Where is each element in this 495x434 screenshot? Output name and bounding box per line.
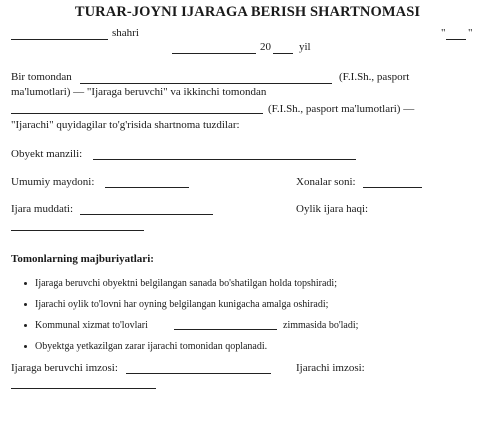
landlord-signature-label: Ijaraga beruvchi imzosi: [11, 362, 118, 374]
year-suffix: yil [299, 41, 311, 53]
obligation-item-1: Ijaraga beruvchi obyektni belgilangan sanada bo'shatilgan holda topshiradi; [35, 278, 337, 289]
document-title: TURAR-JOYNI IJARAGA BERISH SHARTNOMASI [74, 4, 421, 20]
address-label: Obyekt manzili: [11, 148, 83, 160]
tenant-name-blank[interactable] [11, 113, 263, 114]
rooms-label: Xonalar soni: [296, 176, 356, 188]
utilities-party-blank[interactable] [174, 329, 277, 330]
address-blank[interactable] [93, 159, 356, 160]
area-label: Umumiy maydoni: [11, 176, 95, 188]
landlord-signature-blank[interactable] [126, 373, 271, 374]
year-blank[interactable] [273, 53, 293, 54]
bullet-marker [24, 282, 27, 285]
rooms-blank[interactable] [363, 187, 422, 188]
bullet-marker [24, 303, 27, 306]
obligations-heading: Tomonlarning majburiyatlari: [11, 253, 154, 265]
rent-blank[interactable] [11, 230, 144, 231]
intro-line1-end: (F.I.Sh., pasport [339, 71, 410, 83]
month-blank[interactable] [172, 53, 256, 54]
bullet-marker [24, 345, 27, 348]
city-blank[interactable] [11, 39, 108, 40]
landlord-name-blank[interactable] [80, 83, 332, 84]
area-blank[interactable] [105, 187, 189, 188]
quote-open: " [441, 27, 446, 39]
obligation-item-3-end: zimmasida bo'ladi; [283, 320, 359, 331]
term-label: Ijara muddati: [11, 203, 74, 215]
tenant-signature-label: Ijarachi imzosi: [296, 362, 365, 374]
intro-line3-end: (F.I.Sh., pasport ma'lumotlari) — [268, 103, 415, 115]
intro-line4: "Ijarachi" quyidagilar to'g'risida shartnoma tuzdilar: [11, 119, 240, 131]
term-blank[interactable] [80, 214, 213, 215]
year-prefix: 20 [260, 41, 271, 53]
intro-line1-start: Bir tomondan [11, 71, 72, 83]
obligation-item-3-start: Kommunal xizmat to'lovlari [35, 320, 148, 331]
obligation-item-4: Obyektga yetkazilgan zarar ijarachi tomonidan qoplanadi. [35, 341, 268, 352]
intro-line2: ma'lumotlari) — "Ijaraga beruvchi" va ikkinchi tomondan [11, 86, 267, 98]
city-suffix: shahri [112, 27, 139, 39]
obligation-item-2: Ijarachi oylik to'lovni har oyning belgilangan kunigacha amalga oshiradi; [35, 299, 329, 310]
day-blank[interactable] [446, 39, 466, 40]
bullet-marker [24, 324, 27, 327]
quote-close: " [468, 27, 473, 39]
tenant-signature-blank[interactable] [11, 388, 156, 389]
rent-label: Oylik ijara haqi: [296, 203, 369, 215]
